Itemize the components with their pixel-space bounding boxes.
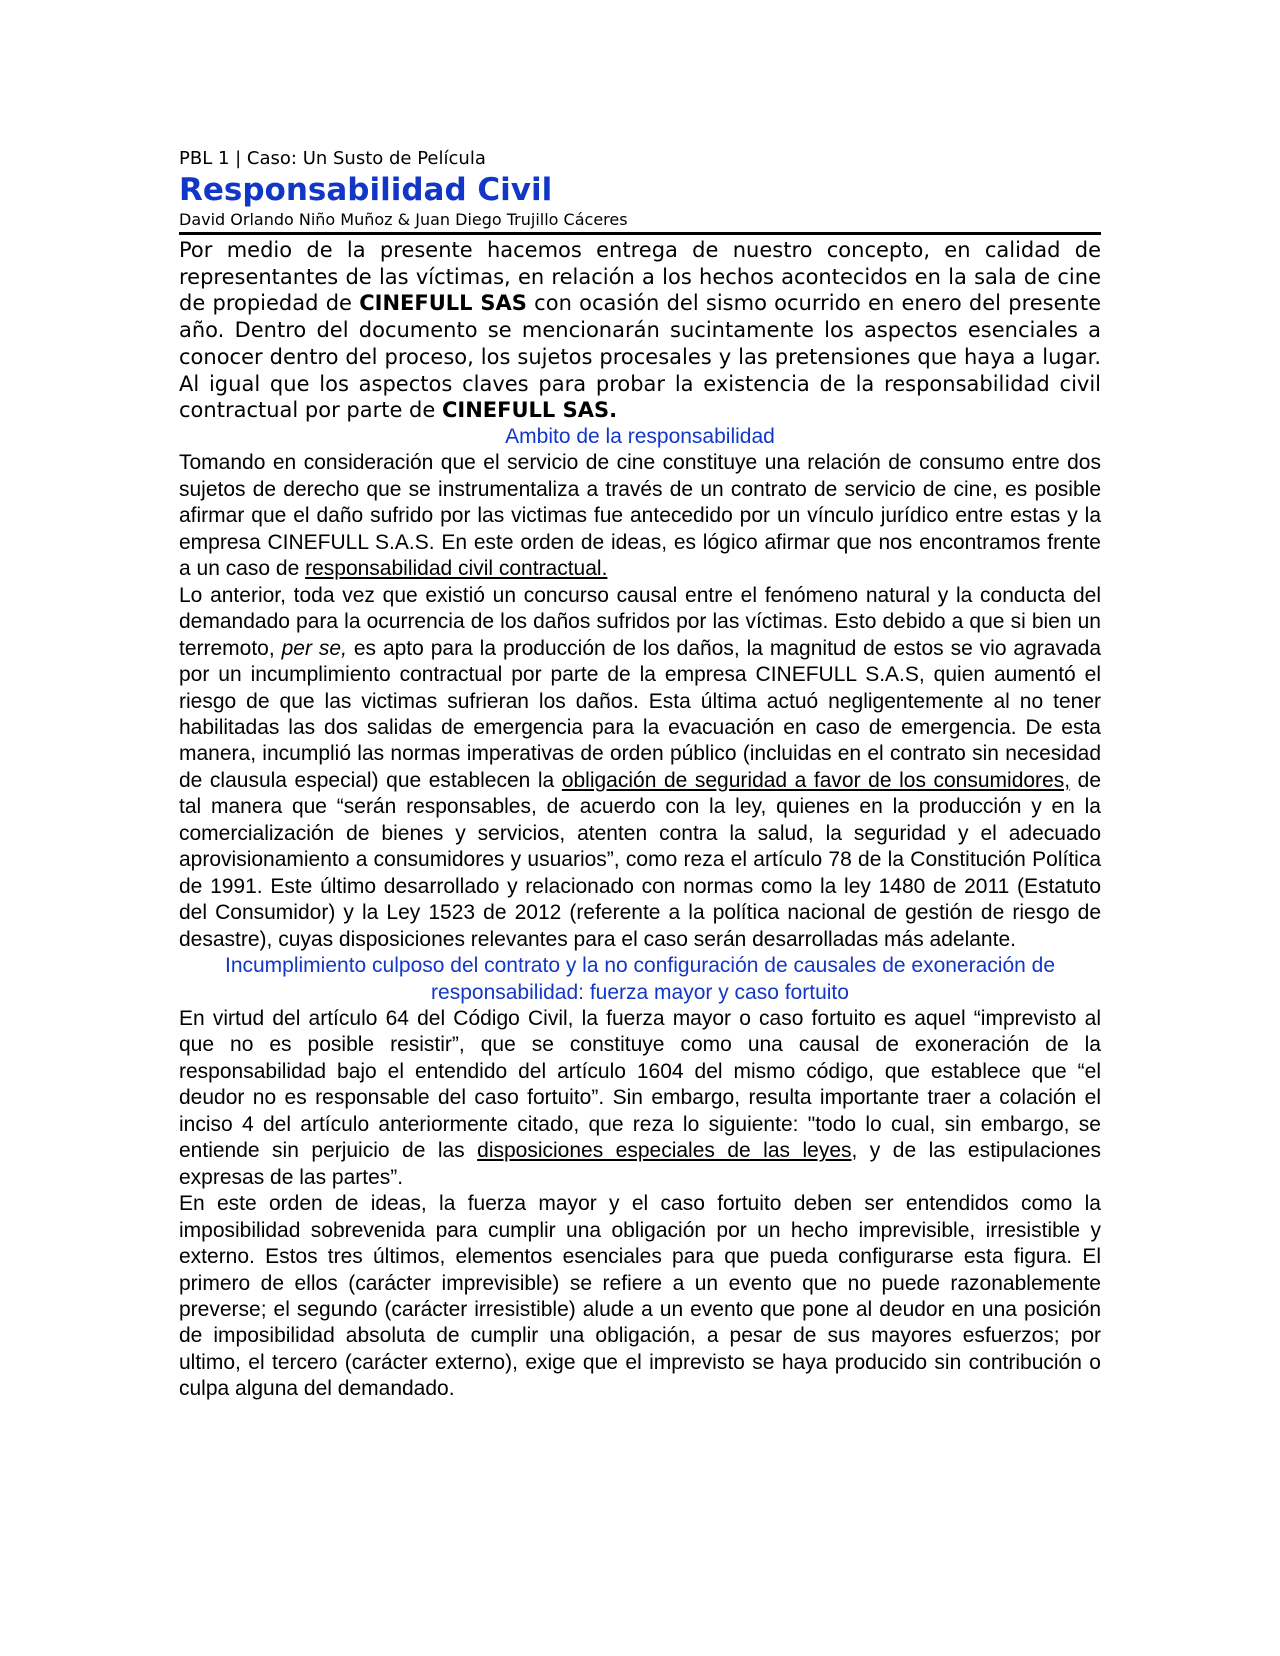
paragraph-text: es apto para la producción de los daños, la magnitud de estos se vio agravada por un incumplimiento contractual por parte de la empresa CINEFULL S.A.S, quien aumentó el riesgo de que las victimas sufrieran los daños. Esta última actuó negligentemente al no tener habilitadas las dos salidas de emergencia para la evacuación en caso de emergencia. De esta manera, incumplió las normas imperativas de orden público (incluidas en el contrato sin necesidad de clausula especial) que establecen la <box>179 636 1101 792</box>
section-heading-ambito: Ambito de la responsabilidad <box>505 424 775 448</box>
paragraph-fuerza-mayor: En este orden de ideas, la fuerza mayor y el caso fortuito deben ser entendidos como la imposibilidad sobrevenida para cumplir una obligación por un hecho imprevisible, irresistible y externo. Estos tres últimos, elementos esenciales para que pueda configurarse esta figura. El primero de ellos (carácter imprevisible) se refiere a un evento que no puede razonablemente preverse; el segundo (carácter irresistible) alude a un evento que pone al deudor en una posición de imposibilidad absoluta de cumplir una obligación, a pesar de sus mayores esfuerzos; por ultimo, el tercero (carácter externo), exige que el imprevisto se haya producido sin contribución o culpa alguna del demandado. <box>179 1192 1101 1401</box>
paragraph-text: , y de las estipulaciones expresas de las partes”. <box>179 1139 1101 1189</box>
paragraph-text: Lo anterior, toda vez que existió un concurso causal entre el fenómeno natural y la conducta del demandado para la ocurrencia de los daños sufridos por las víctimas. Esto debido a que si bien un terremoto, <box>179 583 1101 660</box>
document-title: Responsabilidad Civil <box>179 172 553 208</box>
section-heading-incumplimiento: Incumplimiento culposo del contrato y la no configuración de causales de exoneración de responsabilidad: fuerza mayor y caso fortuito <box>224 954 1055 1004</box>
underlined-term: responsabilidad civil contractual. <box>305 557 608 581</box>
authors-line: David Orlando Niño Muñoz & Juan Diego Trujillo Cáceres <box>179 210 628 229</box>
paragraph-text: En virtud del artículo 64 del Código Civil, la fuerza mayor o caso fortuito es aquel “imprevisto al que no es posible resistir”, que se constituye como una causal de exoneración de la responsabilidad bajo el entendido del artículo 1604 del mismo código, que establece que “el deudor no es responsable del caso fortuito”. Sin embargo, resulta importante traer a colación el inciso 4 del artículo anteriormente citado, que reza lo siguiente: "todo lo cual, sin embargo, se entiende sin perjuicio de las <box>179 1007 1101 1163</box>
underlined-term: obligación de seguridad a favor de los consumidores, <box>561 768 1071 792</box>
paragraph-text: Tomando en consideración que el servicio de cine constituye una relación de consumo entre dos sujetos de derecho que se instrumentaliza a través de un contrato de servicio de cine, es posible afirmar que el daño sufrido por las victimas fue antecedido por un vínculo jurídico entre estas y la empresa CINEFULL S.A.S. En este orden de ideas, es lógico afirmar que nos encontramos frente a un caso de <box>179 451 1101 581</box>
case-kicker: PBL 1 | Caso: Un Susto de Película <box>179 148 486 169</box>
company-name: CINEFULL SAS <box>359 291 527 316</box>
intro-text-2: con ocasión del sismo ocurrido en enero del presente año. Dentro del documento se mencionarán sucintamente los aspectos esenciales a conocer dentro del proceso, los sujetos procesales y las pretensiones que haya a lugar. Al igual que los aspectos claves para probar la existencia de la responsabilidad civil contractual por parte de <box>179 291 1101 423</box>
intro-text-1: Por medio de la presente hacemos entrega de nuestro concepto, en calidad de representantes de las víctimas, en relación a los hechos acontecidos en la sala de cine de propiedad de <box>179 238 1101 316</box>
paragraph-concurso-causal <box>179 583 1101 953</box>
intro-paragraph <box>179 237 1101 424</box>
italic-term: per se, <box>281 636 347 660</box>
title-divider <box>179 232 1101 235</box>
underlined-term: disposiciones especiales de las leyes <box>477 1139 852 1163</box>
paragraph-text: de tal manera que “serán responsables, de acuerdo con la ley, quienes en la producción y en la comercialización de bienes y servicios, atenten contra la salud, la seguridad y el adecuado aprovisionamiento a consumidores y usuarios”, como reza el artículo 78 de la Constitución Política de 1991. Este último desarrollado y relacionado con normas como la ley 1480 de 2011 (Estatuto del Consumidor) y la Ley 1523 de 2012 (referente a la política nacional de gestión de riesgo de desastre), cuyas disposiciones relevantes para el caso serán desarrolladas más adelante. <box>179 768 1102 951</box>
document-body <box>179 147 1101 1403</box>
paragraph-codigo-civil <box>179 1006 1101 1191</box>
paragraph-consumo <box>179 450 1101 582</box>
company-name-end: CINEFULL SAS. <box>441 398 618 423</box>
